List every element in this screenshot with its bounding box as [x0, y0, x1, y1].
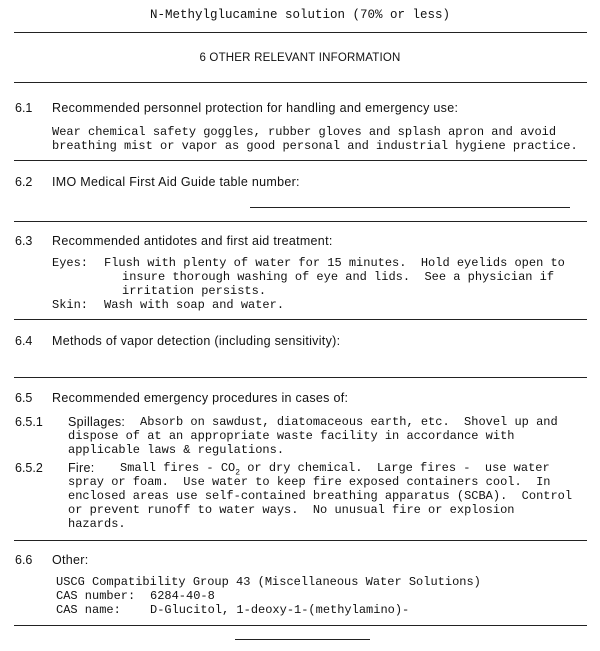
body-text: Wear chemical safety goggles, rubber gloves and splash apron and avoid	[52, 125, 557, 139]
divider	[14, 82, 587, 83]
body-text: dispose of at an appropriate waste facility in accordance with	[68, 429, 515, 443]
divider	[14, 377, 587, 378]
body-text: Small fires - $CO_2$ or dry chemical. Large fires - use water	[120, 461, 550, 478]
section-number-6-6: 6.6	[15, 553, 33, 567]
section-title-6-1: Recommended personnel protection for handling and emergency use:	[52, 101, 459, 115]
body-text: or prevent runoff to water ways. No unusual fire or explosion	[68, 503, 515, 517]
subscript: 2	[235, 468, 241, 478]
cas-name-value: D-Glucitol, 1-deoxy-1-(methylamino)-	[150, 603, 410, 617]
eyes-label: Eyes:	[52, 256, 89, 270]
divider	[14, 625, 587, 626]
body-text: Wash with soap and water.	[104, 298, 285, 312]
cas-number-label: CAS number:	[56, 589, 136, 603]
divider	[14, 32, 587, 33]
section-title-6-4: Methods of vapor detection (including sensitivity):	[52, 334, 341, 348]
cas-name-label: CAS name:	[56, 603, 121, 617]
section-number-6-1: 6.1	[15, 101, 33, 115]
divider	[14, 160, 587, 161]
body-text: enclosed areas use self-contained breathing apparatus (SCBA). Control	[68, 489, 573, 503]
page-header-title: N-Methylglucamine solution (70% or less)	[149, 8, 451, 22]
section-number-6-4: 6.4	[15, 334, 33, 348]
end-rule	[235, 639, 370, 640]
body-text: breathing mist or vapor as good personal and industrial hygiene practice.	[52, 139, 578, 153]
body-text: applicable laws & regulations.	[68, 443, 285, 457]
section-title-6-6: Other:	[52, 553, 89, 567]
body-text: insure thorough washing of eye and lids. See a physician if	[122, 270, 555, 284]
section-number-6-5-1: 6.5.1	[15, 415, 43, 429]
section-number-6-5-2: 6.5.2	[15, 461, 43, 475]
spillages-label: Spillages:	[68, 415, 126, 429]
fire-label: Fire:	[68, 461, 95, 475]
section-number-6-5: 6.5	[15, 391, 33, 405]
section-title-6-5: Recommended emergency procedures in cases of:	[52, 391, 349, 405]
section-title-6-2: IMO Medical First Aid Guide table number:	[52, 175, 300, 189]
section-title-6-3: Recommended antidotes and first aid treatment:	[52, 234, 333, 248]
body-text: spray or foam. Use water to keep fire exposed containers cool. In	[68, 475, 551, 489]
body-text: Absorb on sawdust, diatomaceous earth, etc. Shovel up and	[140, 415, 558, 429]
divider	[14, 221, 587, 222]
divider	[14, 319, 587, 320]
divider	[14, 540, 587, 541]
section-number-6-3: 6.3	[15, 234, 33, 248]
body-text: USCG Compatibility Group 43 (Miscellaneous Water Solutions)	[56, 575, 481, 589]
cas-number-value: 6284-40-8	[150, 589, 215, 603]
answer-line	[250, 207, 570, 208]
section-heading: 6 OTHER RELEVANT INFORMATION	[199, 52, 401, 64]
body-text: irritation persists.	[122, 284, 267, 298]
section-number-6-2: 6.2	[15, 175, 33, 189]
body-text: Flush with plenty of water for 15 minutes. Hold eyelids open to	[104, 256, 565, 270]
skin-label: Skin:	[52, 298, 89, 312]
body-text: hazards.	[68, 517, 126, 531]
